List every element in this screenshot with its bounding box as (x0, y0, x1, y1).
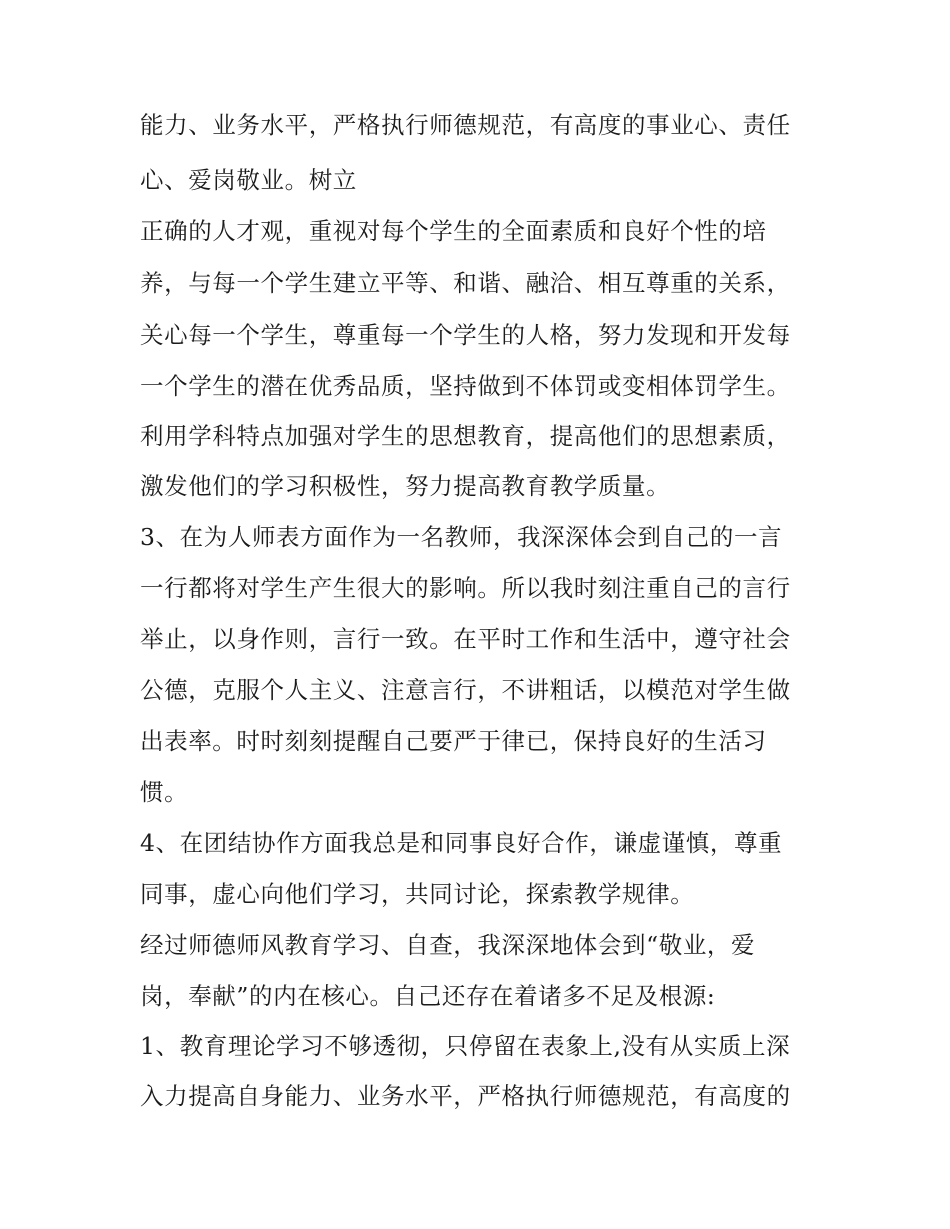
text-line: 出表率。时时刻刻提醒自己要严于律已，保持良好的生活习 (140, 727, 767, 755)
text-line: 一行都将对学生产生很大的影响。所以我时刻注重自己的言行 (140, 574, 791, 602)
text-line: 一个学生的潜在优秀品质，坚持做到不体罚或变相体罚学生。 (140, 372, 791, 400)
text-line: 公德，克服个人主义、注意言行，不讲粗话，以模范对学生做 (140, 676, 791, 704)
text-line: 激发他们的学习积极性，努力提高教育教学质量。 (140, 472, 671, 500)
text-line: 3、在为人师表方面作为一名教师，我深深体会到自己的一言 (140, 523, 783, 551)
text-line: 岗，奉献”的内在核心。自己还存在着诸多不足及根源: (140, 982, 716, 1010)
text-line: 利用学科特点加强对学生的思想教育，提高他们的思想素质， (140, 422, 791, 450)
text-line: 4、在团结协作方面我总是和同事良好合作，谦虚谨慎，尊重 (140, 829, 783, 857)
text-line: 入力提高自身能力、业务水平，严格执行师德规范，有高度的 (140, 1082, 791, 1110)
text-line: 养，与每一个学生建立平等、和谐、融洽、相互尊重的关系， (140, 269, 791, 297)
text-line: 同事，虚心向他们学习，共同讨论，探索教学规律。 (140, 880, 695, 908)
text-line: 举止，以身作则，言行一致。在平时工作和生活中，遵守社会 (140, 625, 791, 653)
text-line: 惯。 (140, 778, 189, 806)
text-line: 心、爱岗敬业。树立 (140, 166, 357, 194)
text-line: 关心每一个学生，尊重每一个学生的人格，努力发现和开发每 (140, 321, 791, 349)
text-line: 能力、业务水平，严格执行师德规范，有高度的事业心、责任 (140, 111, 791, 139)
text-line: 经过师德师风教育学习、自查，我深深地体会到“敬业，爱 (140, 931, 756, 959)
text-line: 1、教育理论学习不够透彻，只停留在表象上,没有从实质上深 (140, 1032, 791, 1060)
text-line: 正确的人才观，重视对每个学生的全面素质和良好个性的培 (140, 217, 767, 245)
